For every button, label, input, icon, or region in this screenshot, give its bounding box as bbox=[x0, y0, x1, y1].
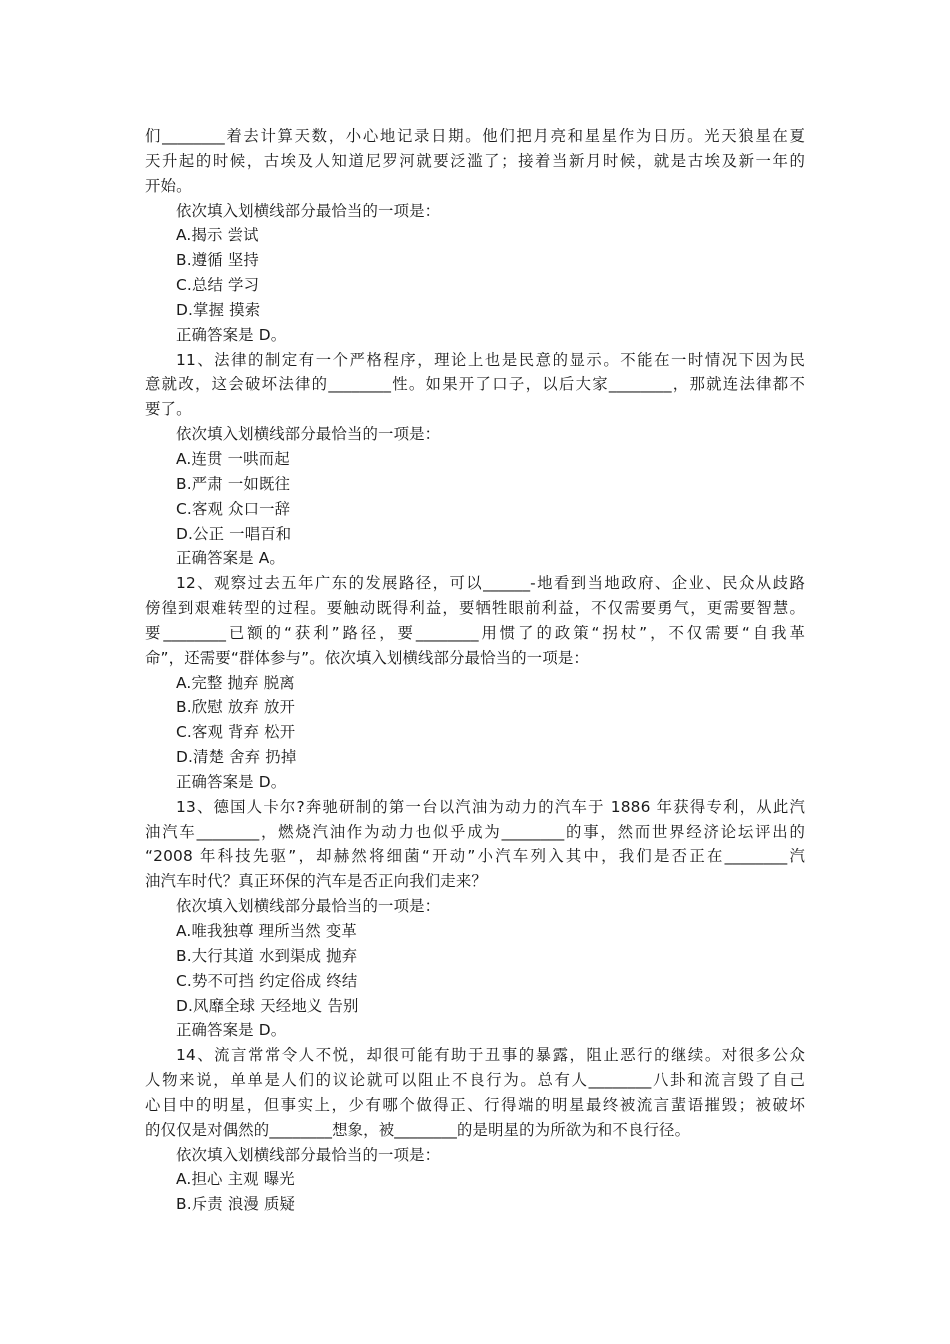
text-line: B.严肃 一如既往 bbox=[176, 474, 291, 493]
text-line: B.遵循 坚持 bbox=[176, 251, 259, 270]
text-line: C.总结 学习 bbox=[176, 276, 260, 295]
text-line: B.斥责 浪漫 质疑 bbox=[176, 1195, 296, 1214]
text-line: 命”，还需要“群体参与”。依次填入划横线部分最恰当的一项是： bbox=[145, 648, 589, 667]
text-line: 们________着去计算天数，小心地记录日期。他们把月亮和星星作为日历。光天狼星在夏 bbox=[145, 127, 805, 145]
text-line: A.担心 主观 曝光 bbox=[176, 1170, 295, 1189]
text-line: 的仅仅是对偶然的________想象，被________的是明星的为所欲为和不良行径。 bbox=[145, 1120, 691, 1139]
text-line: 12、观察过去五年广东的发展路径，可以______-地看到当地政府、企业、民众从歧路 bbox=[176, 574, 805, 593]
text-line: D.公正 一唱百和 bbox=[176, 524, 292, 543]
text-line: D.清楚 舍弃 扔掉 bbox=[176, 748, 297, 767]
text-line: 依次填入划横线部分最恰当的一项是： bbox=[176, 1145, 441, 1164]
text-line: A.连贯 一哄而起 bbox=[176, 449, 290, 468]
text-line: 意就改，这会破坏法律的________性。如果开了口子，以后大家________，那就连法律都不 bbox=[145, 375, 805, 394]
text-line: 正确答案是 D。 bbox=[176, 325, 287, 344]
text-line: D.掌握 摸索 bbox=[176, 300, 261, 319]
text-line: 依次填入划横线部分最恰当的一项是： bbox=[176, 201, 441, 220]
text-line: A.揭示 尝试 bbox=[176, 226, 259, 245]
text-line: C.势不可挡 约定俗成 终结 bbox=[176, 971, 358, 990]
text-line: 要了。 bbox=[145, 400, 192, 419]
text-line: A.完整 抛弃 脱离 bbox=[176, 673, 295, 692]
text-line: 正确答案是 D。 bbox=[176, 1021, 287, 1040]
text-line: “2008 年科技先驱”，却赫然将细菌“开动”小汽车列入其中，我们是否正在________汽 bbox=[145, 847, 805, 866]
text-line: 傍徨到艰难转型的过程。要触动既得利益，要牺牲眼前利益，不仅需要勇气，更需要智慧。 bbox=[145, 599, 805, 618]
text-line: 依次填入划横线部分最恰当的一项是： bbox=[176, 897, 441, 916]
text-line: 人物来说，单单是人们的议论就可以阻止不良行为。总有人________八卦和流言毁了自己 bbox=[145, 1071, 805, 1090]
text-line: 心目中的明星，但事实上，少有哪个做得正、行得端的明星最终被流言蜚语摧毁；被破坏 bbox=[145, 1095, 805, 1114]
text-line: 14、流言常常令人不悦，却很可能有助于丑事的暴露，阻止恶行的继续。对很多公众 bbox=[176, 1046, 805, 1065]
text-line: 油汽车________，燃烧汽油作为动力也似乎成为________的事，然而世界经济论坛评出的 bbox=[145, 822, 805, 841]
text-line: 正确答案是 D。 bbox=[176, 772, 287, 791]
text-line: 要________已额的“获利”路径，要________用惯了的政策“拐杖”，不仅需要“自我革 bbox=[145, 623, 805, 642]
text-line: 11、法律的制定有一个严格程序，理论上也是民意的显示。不能在一时情况下因为民 bbox=[176, 350, 805, 369]
text-line: 13、德国人卡尔?奔驰研制的第一台以汽油为动力的汽车于 1886 年获得专利，从此汽 bbox=[176, 797, 805, 816]
text-line: B.大行其道 水到渠成 抛弃 bbox=[176, 946, 358, 965]
text-line: B.欣慰 放弃 放开 bbox=[176, 698, 296, 717]
text-line: A.唯我独尊 理所当然 变革 bbox=[176, 922, 357, 940]
text-line: C.客观 背弃 松开 bbox=[176, 723, 296, 742]
text-line: 油汽车时代？真正环保的汽车是否正向我们走来？ bbox=[145, 872, 487, 891]
text-line: 正确答案是 A。 bbox=[176, 549, 285, 568]
text-line: 依次填入划横线部分最恰当的一项是： bbox=[176, 425, 441, 444]
text-line: 天升起的时候，古埃及人知道尼罗河就要泛滥了；接着当新月时候，就是古埃及新一年的 bbox=[145, 151, 805, 170]
text-line: D.风靡全球 天经地义 告别 bbox=[176, 996, 359, 1015]
text-line: C.客观 众口一辞 bbox=[176, 499, 291, 518]
text-line: 开始。 bbox=[145, 176, 192, 195]
document-body bbox=[145, 124, 805, 1217]
